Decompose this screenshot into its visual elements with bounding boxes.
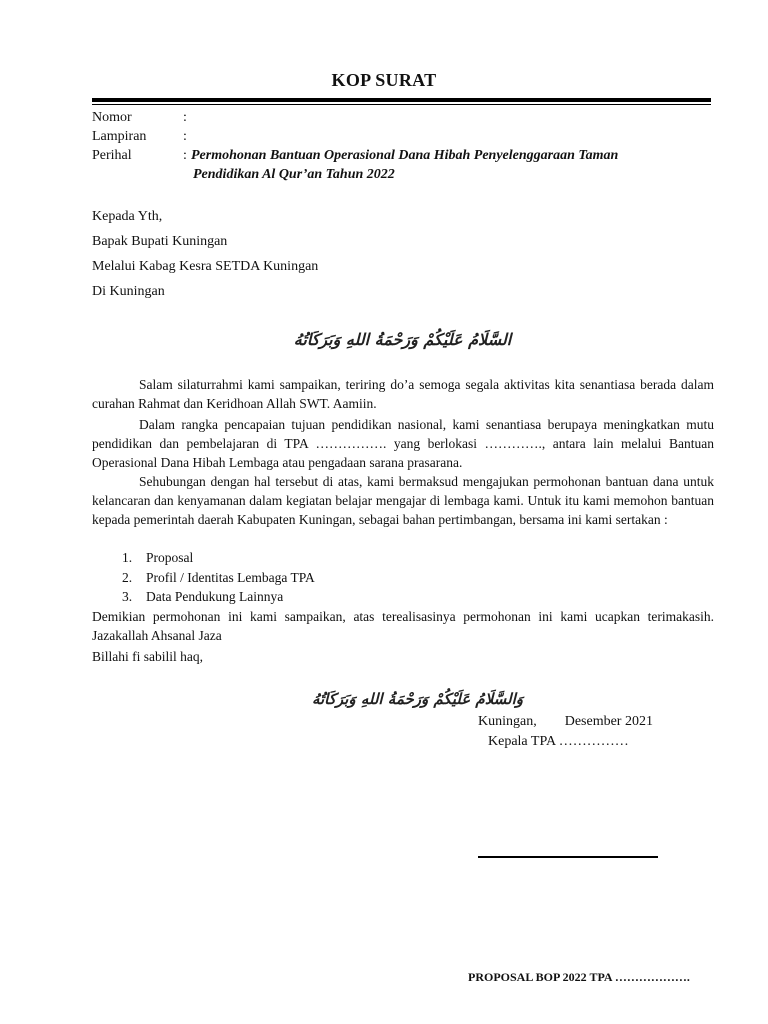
arabic-greeting: السَّلَامُ عَلَيْكُمْ وَرَحْمَةُ اللهِ وَبَرَكَاتُهُ [293, 330, 512, 349]
paragraph-4: Demikian permohonan ini kami sampaikan, atas terealisasinya permohonan ini kami ucapkan terimakasih. Jazakallah Ahsanal Jaza [92, 609, 714, 643]
paragraph-1: Salam silaturrahmi kami sampaikan, teriring do’a semoga segala aktivitas kita senantiasa berada dalam curahan Rahmat dan Keridhoan Allah SWT. Aamiin. [92, 377, 714, 411]
letterhead-rule-thin [92, 104, 711, 105]
page-footer: PROPOSAL BOP 2022 TPA ………………. [468, 970, 690, 984]
paragraph-3: Sehubungan dengan hal tersebut di atas, kami bermaksud mengajukan permohonan bantuan dana untuk kelancaran dan kenyamanan dalam kegiatan belajar mengajar di lembaga kami. Untuk itu kami memohon bantuan kepada pemerintah daerah Kabupaten Kuningan, sebagai bahan pertimbangan, bersama ini kami sertakan : [92, 474, 714, 527]
perihal-line-1: Permohonan Bantuan Operasional Dana Hibah Penyelenggaraan Taman [191, 148, 619, 163]
recipient-line-3: Melalui Kabag Kesra SETDA Kuningan [92, 259, 319, 274]
lampiran-label: Lampiran [92, 129, 147, 144]
perihal-line-2: Pendidikan Al Qur’an Tahun 2022 [193, 167, 395, 182]
recipient-line-1: Kepada Yth, [92, 209, 163, 224]
nomor-colon: : [183, 110, 187, 125]
list-item: 2. Profil / Identitas Lembaga TPA [122, 569, 315, 585]
list-item: 3. Data Pendukung Lainnya [122, 589, 284, 604]
nomor-label: Nomor [92, 110, 132, 125]
arabic-closing: وَالسَّلَامُ عَلَيْكُمْ وَرَحْمَةُ اللهِ وَبَرَكَاتُهُ [311, 690, 524, 708]
signature-place-date: Kuningan, Desember 2021 [478, 714, 653, 729]
perihal-label: Perihal [92, 148, 132, 163]
recipient-line-2: Bapak Bupati Kuningan [92, 234, 228, 249]
attachment-list [122, 548, 315, 607]
letterhead-title: KOP SURAT [331, 70, 437, 90]
recipient-line-4: Di Kuningan [92, 284, 165, 299]
signature-line [478, 856, 658, 858]
paragraph-2: Dalam rangka pencapaian tujuan pendidikan nasional, kami senantiasa berupaya meningkatkan mutu pendidikan dan pembelajaran di TPA ……………. yang berlokasi …………., antara lain melalui Bantuan Operasional Dana Hibah Lembaga atau pengadaan sarana prasarana. [92, 417, 714, 470]
paragraph-5: Billahi fi sabilil haq, [92, 649, 203, 664]
list-item: 1. Proposal [122, 550, 194, 565]
letterhead-rule-thick [92, 98, 711, 102]
signature-title: Kepala TPA …………… [488, 734, 629, 749]
lampiran-colon: : [183, 129, 187, 144]
perihal-colon: : [183, 148, 187, 163]
